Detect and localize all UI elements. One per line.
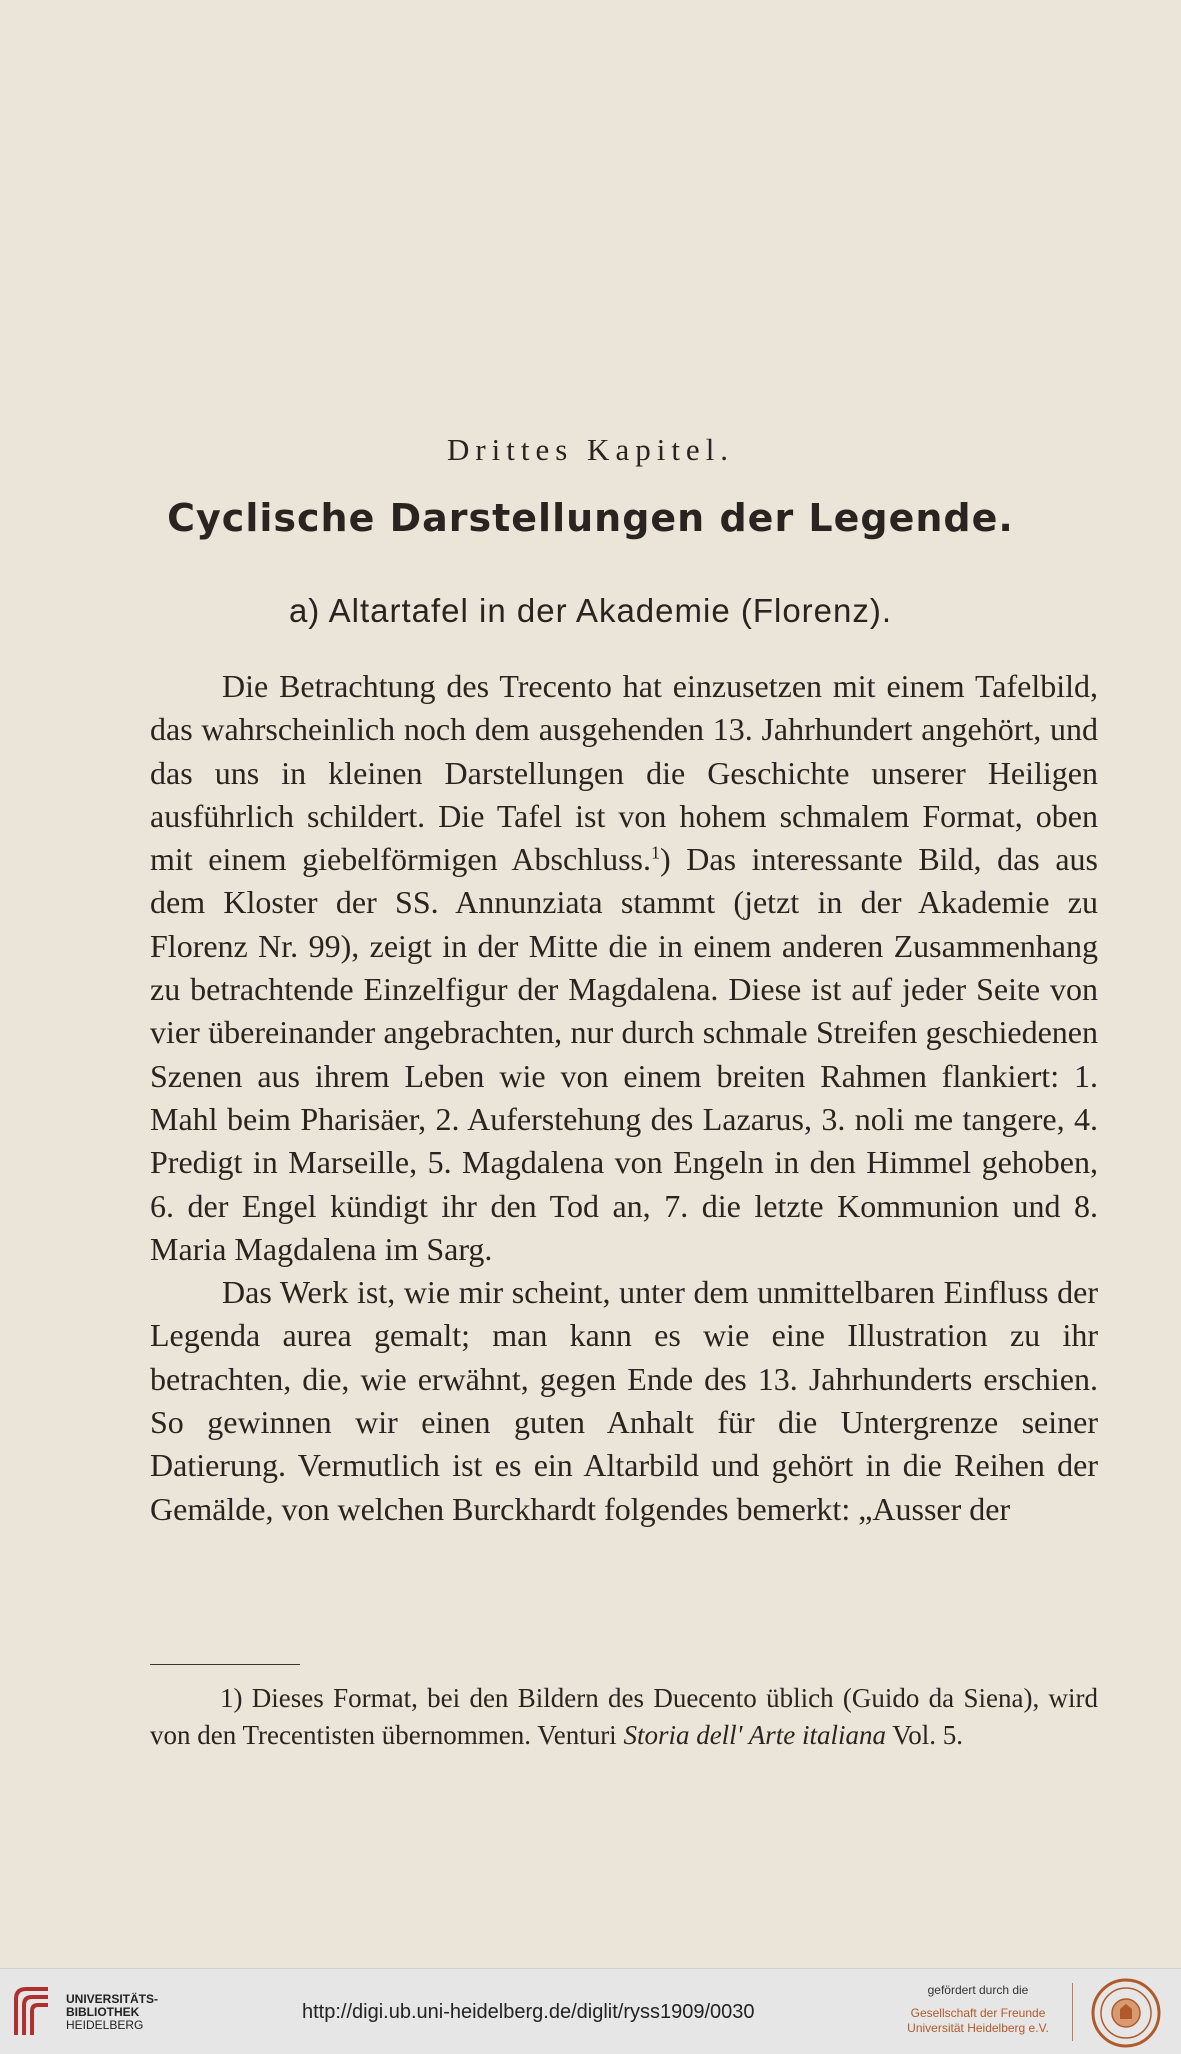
paragraph-1: Die Betrachtung des Trecento hat einzusetzen mit einem Tafelbild, das wahrscheinlich noch dem ausgehenden 13. Jahrhundert angehört, und das uns in kleinen Darstellungen die Geschichte unserer Heiligen ausführlich schildert. Die Tafel ist von hohem schmalem Format, oben mit einem giebelförmigen Abschluss.$^1$) Das interessante Bild, das aus dem Kloster der SS. Annunziata stammt (jetzt in der Akademie zu Florenz Nr. 99), zeigt in der Mitte die in einem anderen Zusammenhang zu betrachtende Einzelfigur der Magdalena. Diese ist auf jeder Seite von vier übereinander angebrachten, nur durch schmale Streifen geschiedenen Szenen aus ihrem Leben wie von einem breiten Rahmen flankiert: 1. Mahl beim Pharisäer, 2. Auferstehung des Lazarus, 3. noli me tangere, 4. Predigt in Marseille, 5. Magdalena von Engeln in den Himmel gehoben, 6. der Engel kündigt ihr den Tod an, 7. die letzte Kommunion und 8. Maria Magdalena im Sarg. (150, 668, 1099, 1267)
permalink-url[interactable]: http://digi.ub.uni-heidelberg.de/diglit/ryss1909/0030 (302, 2001, 755, 2023)
library-logo-icon (12, 1985, 56, 2039)
sponsor-block: gefördert durch die Gesellschaft der Freunde Universität Heidelberg e.V. (907, 1983, 1049, 2035)
footnote-ref: 1 (651, 842, 660, 863)
chapter-title: Cyclische Darstellungen der Legende. (167, 496, 1014, 540)
sponsor-divider (1072, 1983, 1073, 2041)
paragraph-2: Das Werk ist, wie mir scheint, unter dem unmittelbaren Einfluss der Legenda aurea gemalt; man kann es wie eine Illustration zu ihr betrachten, die, wie erwähnt, gegen Ende des 13. Jahrhunderts erschien. So gewinnen wir einen guten Anhalt für die Untergrenze seiner Datierung. Vermutlich ist es ein Altarbild und gehört in die Reihen der Gemälde, von welchen Burckhardt folgendes bemerkt: „Ausser der (150, 1274, 1098, 1527)
body-text (150, 665, 1098, 1531)
footer-bar (0, 1968, 1181, 2054)
chapter-heading: Drittes Kapitel. (446, 432, 735, 467)
footnote-italic-title: Storia dell' Arte italiana (623, 1720, 886, 1750)
footnote: 1) Dieses Format, bei den Bildern des Duecento üblich (Guido da Siena), wird von den Trecentisten übernommen. Venturi Storia dell' Arte italiana Vol. 5. (150, 1683, 1098, 1750)
library-name: UNIVERSITÄTS- BIBLIOTHEK HEIDELBERG (66, 1992, 159, 2032)
university-seal-icon (1090, 1977, 1162, 2049)
section-heading: a) Altartafel in der Akademie (Florenz). (288, 592, 893, 629)
footnote-divider (150, 1664, 300, 1665)
